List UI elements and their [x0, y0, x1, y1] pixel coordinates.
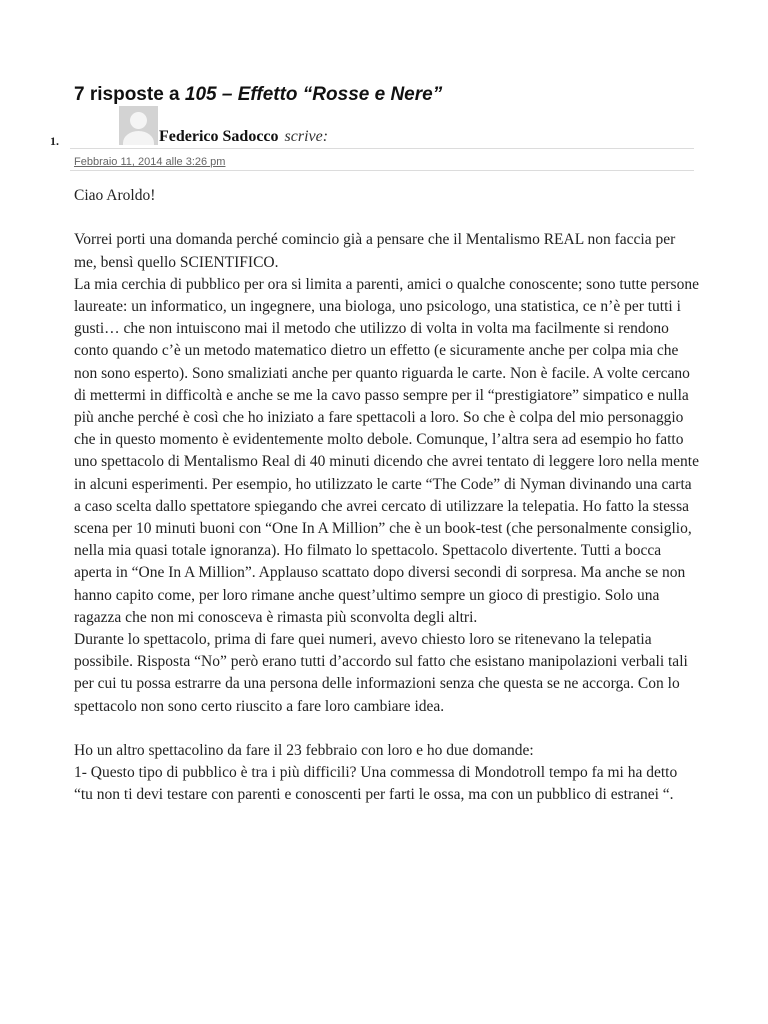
comment-paragraph: La mia cerchia di pubblico per ora si limita a parenti, amici o qualche conoscente; sono tutte persone laureate: un informatico, un ingegnere, una biologa, uno psicologo, una statistica, ce n’è per tutti i gusti… che non intuiscono mai il metodo che utilizzo di volta in volta ma facilmente si rendono conto quando c’è un metodo matematico dietro un effetto (e sicuramente anche per colpa mia che non sono esperto). Sono smaliziati anche per quanto riguarda le carte. Non è facile. A volte cercano di mettermi in difficoltà e anche se me la cavo passo sempre per il “prestigiatore” simpatico e nulla più anche perché è così che ho iniziato a fare spettacoli a loro. So che è colpa del mio personaggio che in questo momento è evidentemente molto debole. Comunque, l’altra sera ad esempio ho fatto uno spettacolo di Mentalismo Real di 40 minuti dicendo che avrei tentato di leggere loro nella mente in alcuni esperimenti. Per esempio, ho utilizzato le carte “The Code” di Nyman divinando una carta a caso scelta dallo spettatore spiegando che avrei cercato di utilizzare la telepatia. Ho fatto la stessa scena per 10 minuti buoni con “One In A Million” che è un book-test (che personalmente consiglio, nella mia quasi totale ignoranza). Ho filmato lo spettacolo. Spettacolo divertente. Tutti a bocca aperta in “One In A Million”. Applauso scattato dopo diversi secondi di sorpresa. Ma anche se non hanno capito come, per loro rimane anche quest’ultimo sempre un gioco di prestigio. Solo una ragazza che non mi conosceva è rimasta più sconvolta degli altri. [74, 275, 699, 626]
paragraph-gap [74, 718, 700, 740]
comment-paragraph: “tu non ti devi testare con parenti e conoscenti per farti le ossa, ma con un pubblico di estranei “. [74, 786, 674, 804]
comment-meta-divider-top [70, 148, 694, 149]
avatar-shoulders-shape [123, 131, 154, 145]
comment-date-link[interactable]: Febbraio 11, 2014 alle 3:26 pm [74, 156, 226, 168]
comment-paragraph: Durante lo spettacolo, prima di fare quei numeri, avevo chiesto loro se ritenevano la telepatia possibile. Risposta “No” però erano tutti d’accordo sul fatto che esistano manipolazioni verbali tali per cui tu possa estrarre da una persona delle informazioni senza che questa se ne accorga. Con lo spettacolo non sono certo riuscito a fare loro cambiare idea. [74, 631, 688, 715]
post-title-link[interactable]: 105 – Effetto “Rosse e Nere” [184, 84, 443, 105]
comment-author-line [159, 128, 328, 146]
comment-author-name: Federico Sadocco [159, 128, 279, 145]
avatar-head-shape [130, 112, 147, 129]
comment-number: 1. [50, 134, 59, 148]
comment-paragraph: Vorrei porti una domanda perché comincio già a pensare che il Mentalismo REAL non faccia per me, bensì quello SCIENTIFICO. [74, 231, 676, 271]
comments-heading [74, 84, 442, 106]
comment-paragraph: 1- Questo tipo di pubblico è tra i più difficili? Una commessa di Mondotroll tempo fa mi ha detto [74, 764, 678, 782]
default-avatar-icon [119, 106, 158, 145]
comment-says-label: scrive: [284, 128, 329, 145]
paragraph-gap [74, 207, 700, 229]
comment-paragraph: Ho un altro spettacolino da fare il 23 febbraio con loro e ho due domande: [74, 742, 534, 760]
comment-meta-divider-bottom [70, 170, 694, 171]
comments-heading-prefix: 7 risposte a [74, 84, 185, 105]
comment-paragraph: Ciao Aroldo! [74, 187, 156, 204]
comment-body [74, 185, 700, 807]
